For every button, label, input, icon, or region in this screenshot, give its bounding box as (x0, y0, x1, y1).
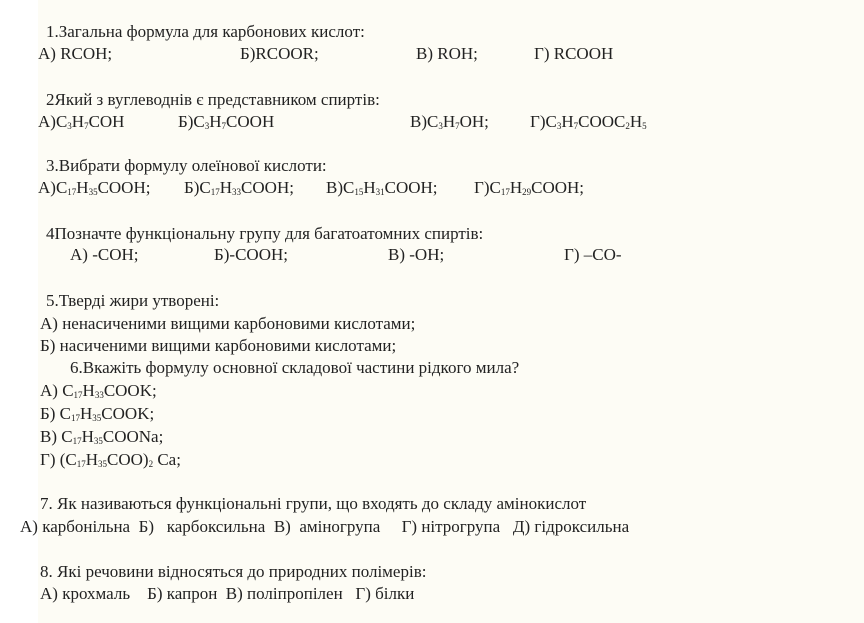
q4-option-d: Г) –CO- (564, 245, 622, 264)
question-8: 8. Які речовини відносяться до природних полімерів: (40, 562, 427, 581)
q3-option-b: $Б)C_{17}H_{33}COOH$; (184, 178, 294, 197)
q3-option-c: $В)C_{15}H_{31}COOH$; (326, 178, 438, 197)
q1-option-a: А) RCOH; (38, 44, 113, 63)
q2-option-a: $А)C_3H_7COH$ (38, 112, 125, 131)
q5-option-a: А) ненасиченими вищими карбоновими кислотами; (40, 314, 416, 333)
q2-option-b: $Б)C_3H_7COOH$ (178, 112, 275, 131)
question-5: 5.Тверді жири утворені: (46, 291, 220, 310)
question-1: 1.Загальна формула для карбонових кислот: (46, 22, 365, 41)
q6-option-a: А) $C_{17}H_{33}COOK$; (40, 381, 157, 400)
question-7: 7. Як називаються функціональні групи, що входять до складу амінокислот (40, 494, 587, 513)
question-8-options: А) крохмаль Б) капрон В) поліпропілен Г) білки (40, 584, 415, 603)
q4-option-c: В) -OH; (388, 245, 445, 264)
q4-option-b: Б)-COOH; (214, 245, 288, 264)
worksheet (20, 0, 864, 623)
q6-option-d: Г) $(C_{17}H_{35}COO)_2$ Ca; (40, 450, 181, 469)
question-2: 2Який з вуглеводнів є представником спиртів: (46, 90, 380, 109)
question-4: 4Позначте функціональну групу для багатоатомних спиртів: (46, 224, 484, 243)
q3-option-a: $А)C_{17}H_{35}COOH$; (38, 178, 151, 197)
q1-option-b: Б)RCOOR; (240, 44, 319, 63)
q1-option-c: В) ROH; (416, 44, 478, 63)
q2-option-d: $Г)C_3H_7COOC_2H_5$ (530, 112, 647, 131)
question-7-options: А) карбонільна Б) карбоксильна В) аміногрупа Г) нітрогрупа Д) гідроксильна (20, 517, 630, 536)
q1-option-d: Г) RCOOH (534, 44, 614, 63)
q6-option-b: Б) $C_{17}H_{35}COOK$; (40, 404, 155, 423)
question-6: 6.Вкажіть формулу основної складової частини рідкого мила? (70, 358, 520, 377)
q4-option-a: А) -COH; (70, 245, 139, 264)
question-3: 3.Вибрати формулу олеїнової кислоти: (46, 156, 327, 175)
q5-option-b: Б) насиченими вищими карбоновими кислотами; (40, 336, 397, 355)
q2-option-c: $В)C_3H_7OH$; (410, 112, 489, 131)
q6-option-c: В) $C_{17}H_{35}COONa$; (40, 427, 164, 446)
q3-option-d: $Г)C_{17}H_{29}COOH$; (474, 178, 585, 197)
